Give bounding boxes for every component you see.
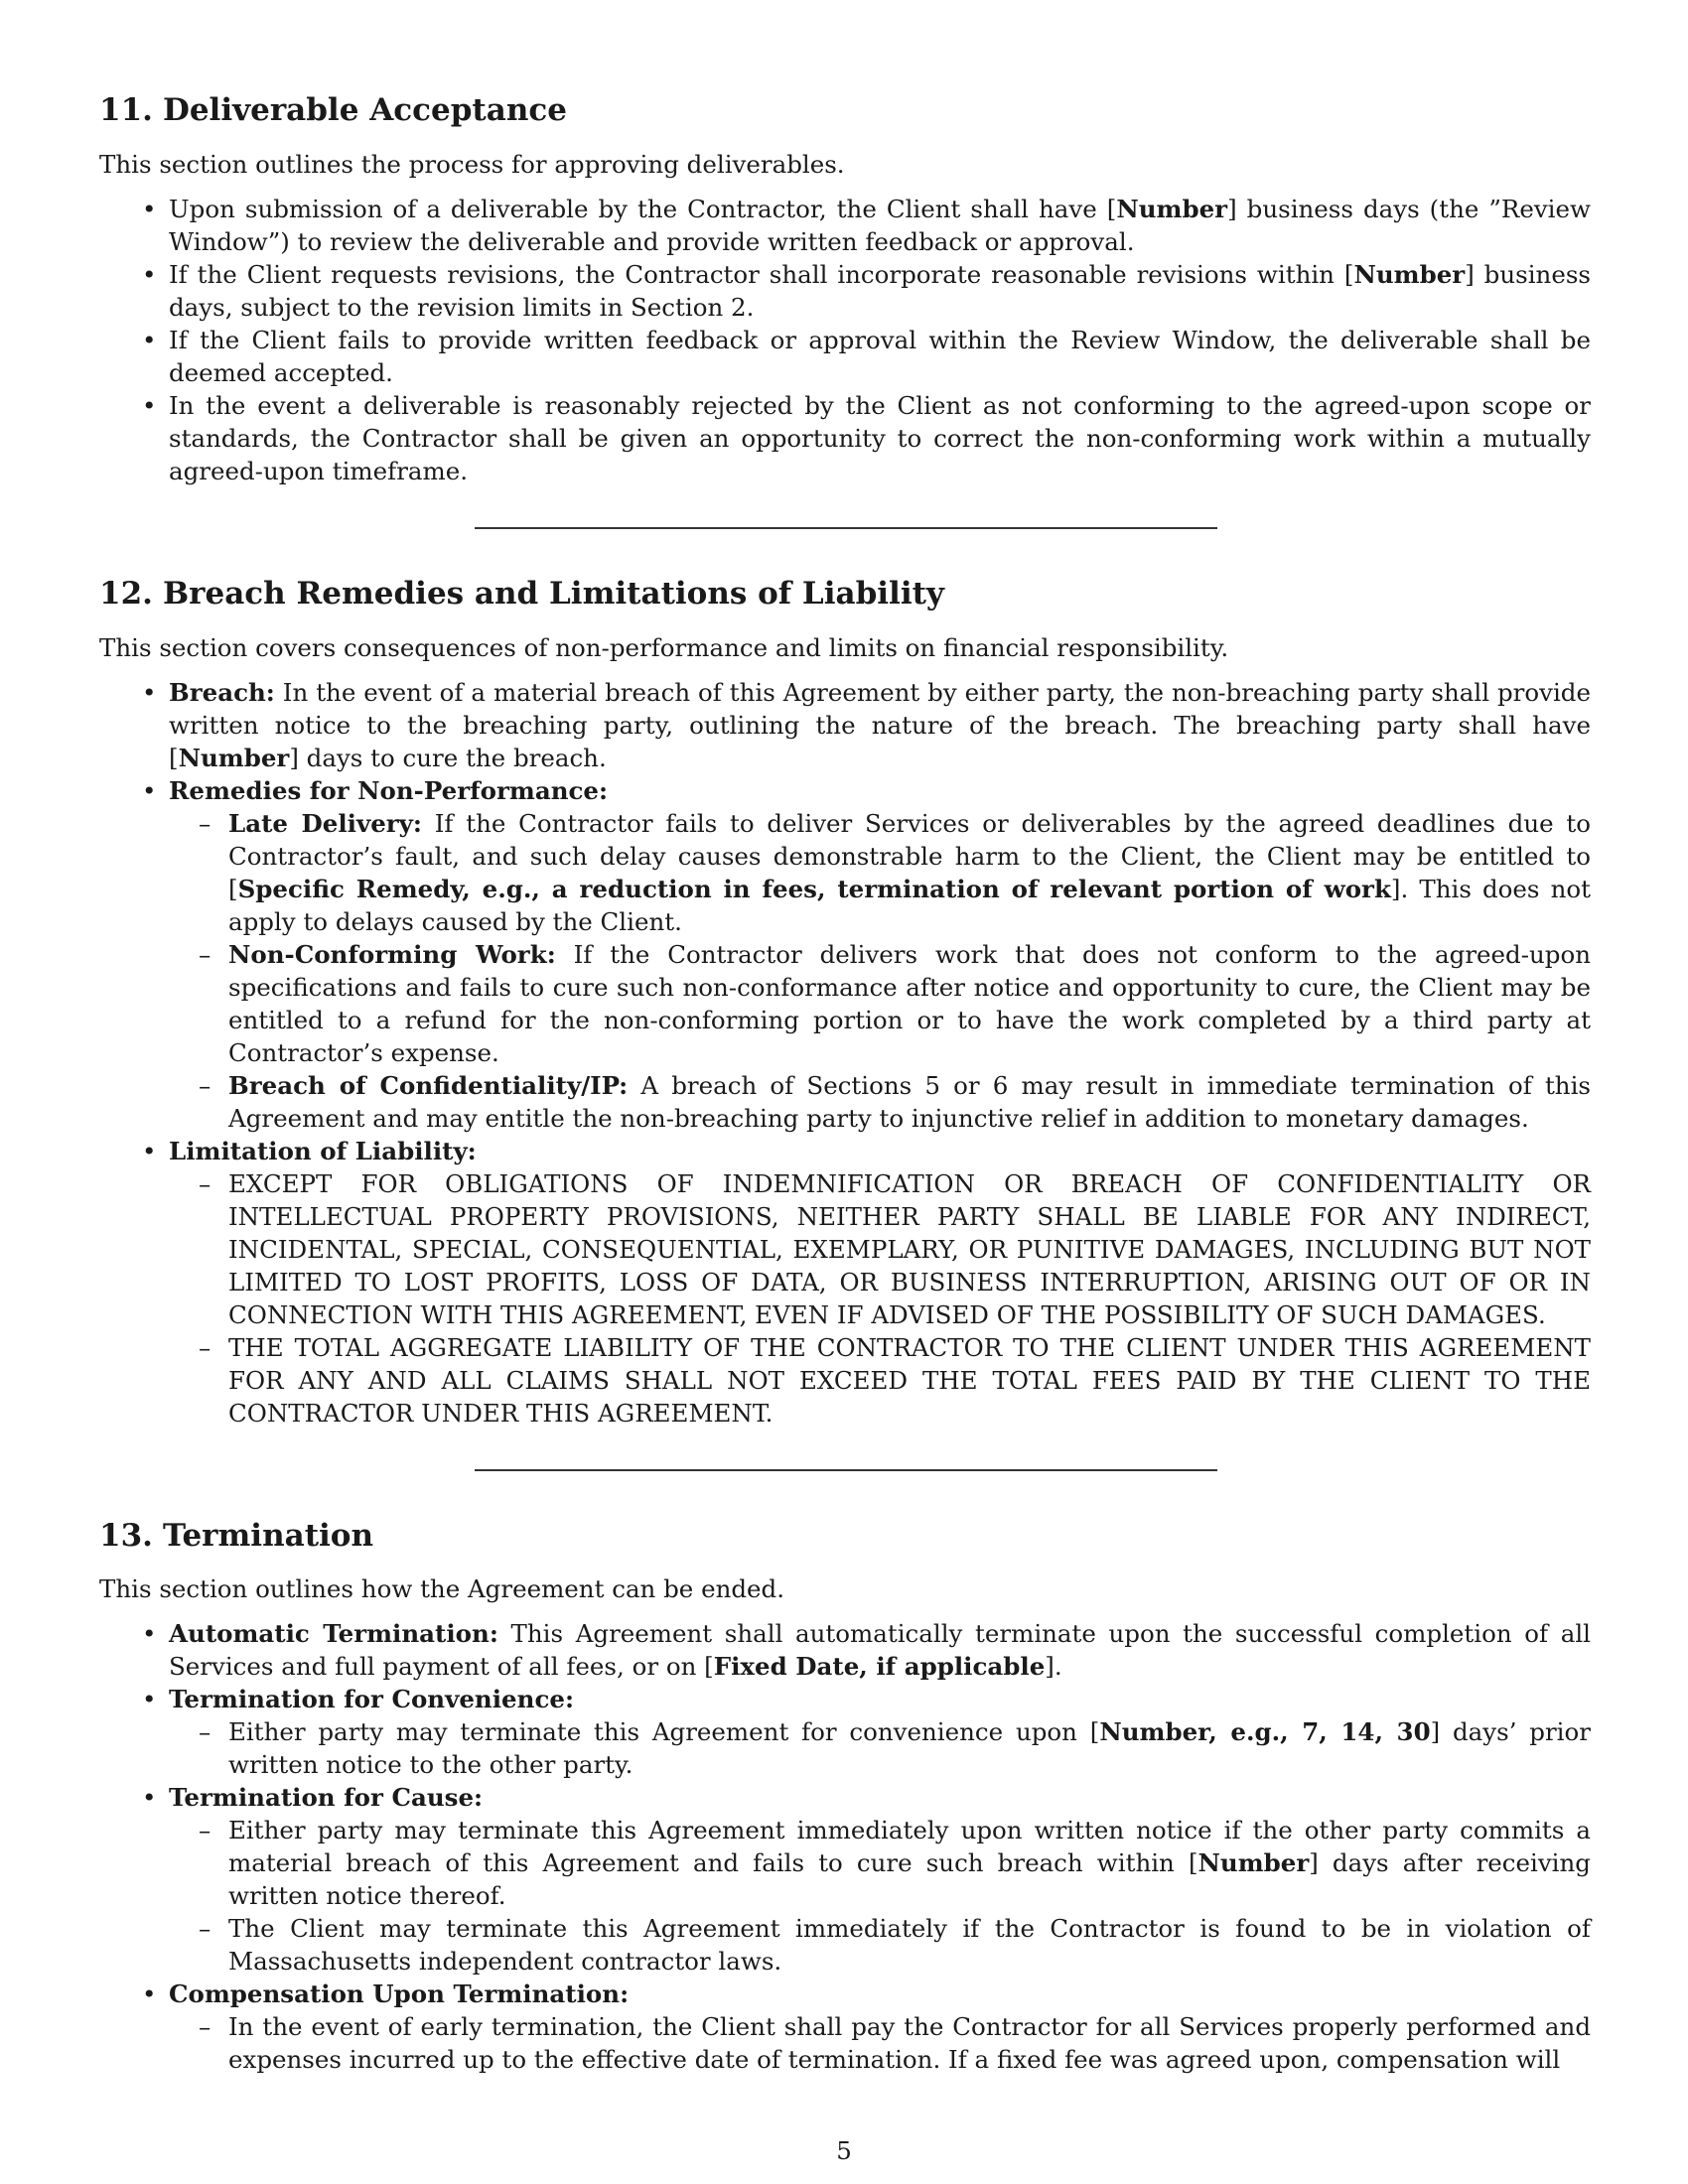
bullet-list — [99, 676, 1591, 1430]
sub-list — [169, 1715, 1591, 1781]
list-item: • If the Client fails to provide written feedback or approval within the Review Window, the deliverable shall be deemed accepted. — [169, 324, 1591, 389]
list-item: • If the Client requests revisions, the Contractor shall incorporate reasonable revisions within [Number] business days, subject to the revision limits in Section 2. — [169, 258, 1591, 324]
sub-item-confidentiality: – Breach of Confidentiality/IP: A breach of Sections 5 or 6 may result in immediate termination of this Agreement and may entitle the non-breaching party to injunctive relief in addition to monetary damages. — [228, 1069, 1591, 1135]
sub-list — [169, 2010, 1591, 2076]
section-termination — [99, 1517, 1591, 2077]
section-heading: 12. Breach Remedies and Limitations of Liability — [99, 575, 944, 612]
sub-item: – Either party may terminate this Agreement for convenience upon [Number, e.g., 7, 14, 30] days’ prior written notice to the other party. — [228, 1715, 1591, 1781]
section-intro: This section outlines how the Agreement can be ended. — [99, 1574, 785, 1604]
list-item-breach: • Breach: In the event of a material breach of this Agreement by either party, the non-breaching party shall provide written notice to the breaching party, outlining the nature of the breach. The breaching party shall have [Number] days to cure the breach. — [169, 676, 1591, 774]
section-heading: 11. Deliverable Acceptance — [99, 92, 567, 128]
section-heading: 13. Termination — [99, 1517, 374, 1554]
page-number: 5 — [836, 2136, 852, 2165]
list-item: • Upon submission of a deliverable by the Contractor, the Client shall have [Number] business days (the ”Review Window”) to review the deliverable and provide written feedback or approval. — [169, 193, 1591, 258]
bullet-list — [99, 193, 1591, 487]
section-breach-remedies — [99, 575, 1591, 1430]
list-item-automatic: • Automatic Termination: This Agreement shall automatically terminate upon the successful completion of all Services and full payment of all fees, or on [Fixed Date, if applicable]. — [169, 1617, 1591, 1683]
list-item-limitation: • Limitation of Liability: – EXCEPT FOR OBLIGATIONS OF INDEMNIFICATION OR BREACH OF CONFIDENTIALITY OR INTELLECTUAL PROPERTY PROVISIONS, NEITHER PARTY SHALL BE LIABLE FOR ANY INDIRECT, INCIDENTAL, SPECIAL, CONSEQUENTIAL, EXEMPLARY, OR PUNITIVE DAMAGES, INCLUDING BUT NOT LIMITED TO LOST PROFITS, LOSS OF DATA, OR BUSINESS INTERRUPTION, ARISING OUT OF OR IN CONNECTION WITH THIS AGREEMENT, EVEN IF ADVISED OF THE POSSIBILITY OF SUCH DAMAGES. – THE TOTAL AGGREGATE LIABILITY OF THE CONTRACTOR TO THE CLIENT UNDER THIS AGREEMENT FOR ANY AND ALL CLAIMS SHALL NOT EXCEED THE TOTAL FEES PAID BY THE CLIENT TO THE CONTRACTOR UNDER THIS AGREEMENT. — [169, 1135, 1591, 1430]
section-intro: This section covers consequences of non-performance and limits on financial responsibility. — [99, 632, 1229, 662]
sub-item-late-delivery: – Late Delivery: If the Contractor fails to deliver Services or deliverables by the agreed deadlines due to Contractor’s fault, and such delay causes demonstrable harm to the Client, the Client may be entitled to [Specific Remedy, e.g., a reduction in fees, termination of relevant portion of work]. This does not apply to delays caused by the Client. — [228, 807, 1591, 938]
list-item-convenience: • Termination for Convenience: – Either party may terminate this Agreement for convenience upon [Number, e.g., 7, 14, 30] days’ prior written notice to the other party. — [169, 1683, 1591, 1781]
document-page — [99, 91, 1591, 2076]
sub-list — [169, 807, 1591, 1135]
sub-item-non-conforming: – Non-Conforming Work: If the Contractor delivers work that does not conform to the agreed-upon specifications and fails to cure such non-conformance after notice and opportunity to cure, the Client may be entitled to a refund for the non-conforming portion or to have the work completed by a third party at Contractor’s expense. — [228, 938, 1591, 1069]
section-intro: This section outlines the process for approving deliverables. — [99, 149, 845, 179]
list-item-remedies: • Remedies for Non-Performance: – Late Delivery: If the Contractor fails to deliver Services or deliverables by the agreed deadlines due to Contractor’s fault, and such delay causes demonstrable harm to the Client, the Client may be entitled to [Specific Remedy, e.g., a reduction in fees, termination of relevant portion of work]. This does not apply to delays caused by the Client. – Non-Conforming Work: If the Contractor delivers work that does not conform to the agreed-upon specifications and fails to cure such non-conformance after notice and opportunity to cure, the Client may be entitled to a refund for the non-conforming portion or to have the work completed by a third party at Contractor’s expense. – Breach of Confidentiality/IP: A breach of Sections 5 or 6 may result in immediate termination of this Agreement and may entitle the non-breaching party to injunctive relief in addition to monetary damages. — [169, 774, 1591, 1135]
section-divider — [475, 1469, 1217, 1471]
list-item-compensation: • Compensation Upon Termination: – In the event of early termination, the Client shall pay the Contractor for all Services properly performed and expenses incurred up to the effective date of termination. If a fixed fee was agreed upon, compensation will — [169, 1978, 1591, 2076]
list-item-cause: • Termination for Cause: – Either party may terminate this Agreement immediately upon written notice if the other party commits a material breach of this Agreement and fails to cure such breach within [Number] days after receiving written notice thereof. – The Client may terminate this Agreement immediately if the Contractor is found to be in violation of Massachusetts independent contractor laws. — [169, 1781, 1591, 1978]
bullet-list — [99, 1617, 1591, 2076]
sub-item: – Either party may terminate this Agreement immediately upon written notice if the other party commits a material breach of this Agreement and fails to cure such breach within [Number] days after receiving written notice thereof. — [228, 1814, 1591, 1912]
sub-list — [169, 1167, 1591, 1430]
sub-item: – In the event of early termination, the Client shall pay the Contractor for all Services properly performed and expenses incurred up to the effective date of termination. If a fixed fee was agreed upon, compensation will — [228, 2010, 1591, 2076]
section-divider — [475, 527, 1217, 529]
sub-item: – The Client may terminate this Agreement immediately if the Contractor is found to be in violation of Massachusetts independent contractor laws. — [228, 1912, 1591, 1978]
list-item: • In the event a deliverable is reasonably rejected by the Client as not conforming to the agreed-upon scope or standards, the Contractor shall be given an opportunity to correct the non-conforming work within a mutually agreed-upon timeframe. — [169, 389, 1591, 487]
sub-item: – EXCEPT FOR OBLIGATIONS OF INDEMNIFICATION OR BREACH OF CONFIDENTIALITY OR INTELLECTUAL PROPERTY PROVISIONS, NEITHER PARTY SHALL BE LIABLE FOR ANY INDIRECT, INCIDENTAL, SPECIAL, CONSEQUENTIAL, EXEMPLARY, OR PUNITIVE DAMAGES, INCLUDING BUT NOT LIMITED TO LOST PROFITS, LOSS OF DATA, OR BUSINESS INTERRUPTION, ARISING OUT OF OR IN CONNECTION WITH THIS AGREEMENT, EVEN IF ADVISED OF THE POSSIBILITY OF SUCH DAMAGES. — [228, 1167, 1591, 1331]
sub-item: – THE TOTAL AGGREGATE LIABILITY OF THE CONTRACTOR TO THE CLIENT UNDER THIS AGREEMENT FOR ANY AND ALL CLAIMS SHALL NOT EXCEED THE TOTAL FEES PAID BY THE CLIENT TO THE CONTRACTOR UNDER THIS AGREEMENT. — [228, 1331, 1591, 1430]
sub-list — [169, 1814, 1591, 1978]
section-deliverable-acceptance — [99, 91, 1591, 487]
